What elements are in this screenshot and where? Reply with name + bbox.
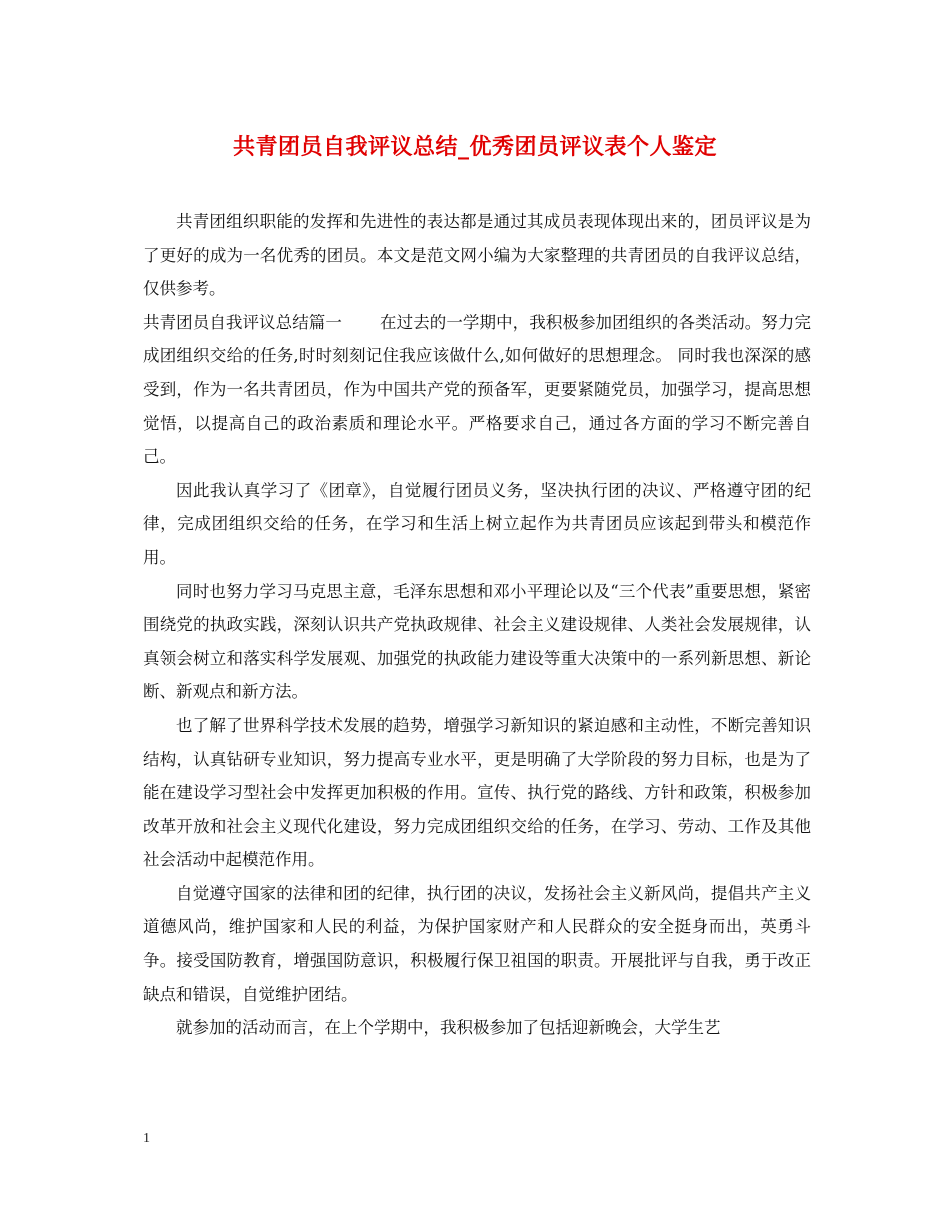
document-body [143, 205, 811, 1045]
body-paragraph-4: 自觉遵守国家的法律和团的纪律，执行团的决议，发扬社会主义新风尚，提倡共产主义道德风尚，维护国家和人民的利益，为保护国家财产和人民群众的安全挺身而出，英勇斗争。接受国防教育，增强国防意识，积极履行保卫祖国的职责。开展批评与自我，勇于改正缺点和错误，自觉维护团结。 [143, 883, 811, 1004]
section-paragraph [143, 306, 811, 474]
section-text: 在过去的一学期中，我积极参加团组织的各类活动。努力完成团组织交给的任务,时时刻刻记住我应该做什么,如何做好的思想理念。 同时我也深深的感受到，作为一名共青团员，作为中国共产党的预备军，更要紧随党员，加强学习，提高思想觉悟，以提高自己的政治素质和理论水平。严格要求自己，通过各方面的学习不断完善自己。 [143, 312, 812, 467]
body-paragraph-2: 同时也努力学习马克思主意，毛泽东思想和邓小平理论以及“三个代表”重要思想，紧密围绕党的执政实践，深刻认识共产党执政规律、社会主义建设规律、人类社会发展规律，认真领会树立和落实科学发展观、加强党的执政能力建设等重大决策中的一系列新思想、新论断、新观点和新方法。 [143, 581, 811, 702]
body-paragraph-1: 因此我认真学习了《团章》，自觉履行团员义务，坚决执行团的决议、严格遵守团的纪律，完成团组织交给的任务，在学习和生活上树立起作为共青团员应该起到带头和模范作用。 [143, 480, 811, 567]
body-paragraph-3: 也了解了世界科学技术发展的趋势，增强学习新知识的紧迫感和主动性，不断完善知识结构，认真钻研专业知识，努力提高专业水平，更是明确了大学阶段的努力目标，也是为了能在建设学习型社会中发挥更加积极的作用。宣传、执行党的路线、方针和政策，积极参加改革开放和社会主义现代化建设，努力完成团组织交给的任务，在学习、劳动、工作及其他社会活动中起模范作用。 [143, 715, 811, 870]
intro-paragraph: 共青团组织职能的发挥和先进性的表达都是通过其成员表现体现出来的，团员评议是为了更好的成为一名优秀的团员。本文是范文网小编为大家整理的共青团员的自我评议总结，仅供参考。 [143, 212, 811, 299]
body-paragraph-5: 就参加的活动而言，在上个学期中，我积极参加了包括迎新晚会，大学生艺 [176, 1018, 721, 1038]
page-number: 1 [143, 1131, 150, 1146]
document-title: 共青团员自我评议总结_优秀团员评议表个人鉴定 [232, 134, 717, 160]
section-heading: 共青团员自我评议总结篇一 [143, 312, 342, 332]
